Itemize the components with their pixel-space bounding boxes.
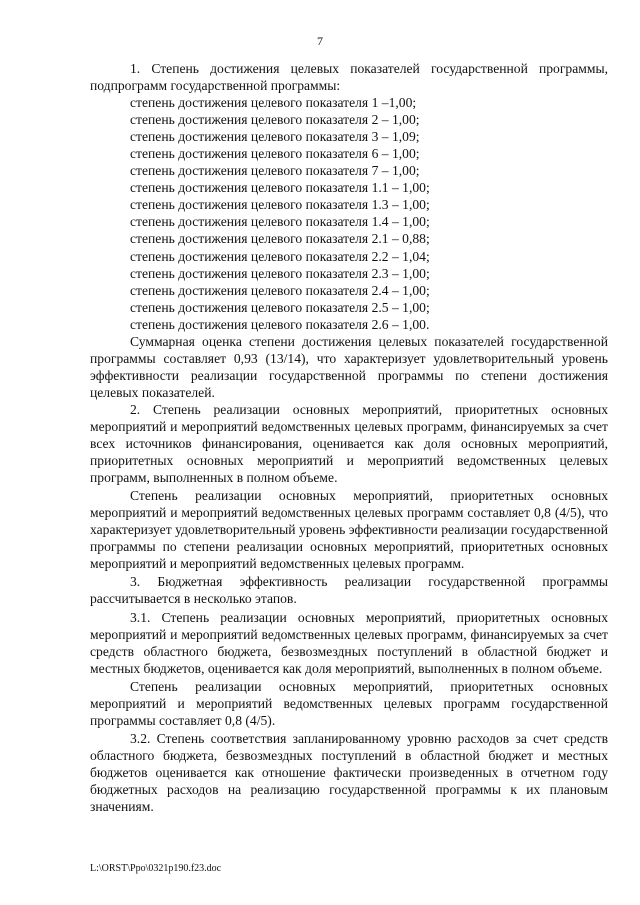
indicator-item: степень достижения целевого показателя 2.4 – 1,00; xyxy=(130,282,430,298)
section-2-paragraph: 2. Степень реализации основных мероприятий, приоритетных основных мероприятий и мероприятий ведомственных целевых программ, финансируемых за счет всех источников финансирования, оценивается как доля основных мероприятий, приоритетных основных мероприятий и мероприятий ведомственных целевых программ, выполненных в полном объеме. xyxy=(90,401,608,486)
indicator-item: степень достижения целевого показателя 1.3 – 1,00; xyxy=(130,197,430,213)
indicator-list xyxy=(90,94,608,333)
indicator-item: степень достижения целевого показателя 2.1 – 0,88; xyxy=(130,231,430,247)
indicator-item: степень достижения целевого показателя 2 – 1,00; xyxy=(130,112,420,128)
indicator-item: степень достижения целевого показателя 1.4 – 1,00; xyxy=(130,214,430,230)
indicator-item: степень достижения целевого показателя 1 –1,00; xyxy=(130,95,417,111)
intro-paragraph: 1. Степень достижения целевых показателей государственной программы, подпрограмм государственной программы: xyxy=(90,61,608,94)
section-3-1-paragraph: 3.1. Степень реализации основных мероприятий, приоритетных основных мероприятий и мероприятий ведомственных целевых программ, финансируемых за счет средств областного бюджета, безвозмездных поступлений в областной бюджет и местных бюджетов, оценивается как доля мероприятий, выполненных в полном объеме. xyxy=(90,609,608,676)
indicator-item: степень достижения целевого показателя 6 – 1,00; xyxy=(130,146,420,162)
indicator-item: степень достижения целевого показателя 2.3 – 1,00; xyxy=(130,265,430,281)
indicator-item: степень достижения целевого показателя 2.6 – 1,00. xyxy=(130,316,430,332)
section-3-1-result-paragraph: Степень реализации основных мероприятий, приоритетных основных мероприятий и мероприятий ведомственных целевых программ государственной программы составляет 0,8 (4/5). xyxy=(90,678,608,728)
indicator-item: степень достижения целевого показателя 3 – 1,09; xyxy=(130,129,420,145)
indicator-item: степень достижения целевого показателя 7 – 1,00; xyxy=(130,163,420,179)
file-path-footer: L:\ORST\Ppo\0321p190.f23.doc xyxy=(90,863,222,874)
section-2-result-paragraph: Степень реализации основных мероприятий, приоритетных основных мероприятий и мероприятий ведомственных целевых программ составляет 0,8 (4/5), что характеризует удовлетворительный уровень эффективности реализации государственной программы по степени реализации основных мероприятий, приоритетных основных мероприятий и мероприятий ведомственных целевых программ. xyxy=(90,488,608,572)
indicator-item: степень достижения целевого показателя 2.5 – 1,00; xyxy=(130,299,430,315)
summary-paragraph: Суммарная оценка степени достижения целевых показателей государственной программы составляет 0,93 (13/14), что характеризует удовлетворительный уровень эффективности реализации государственной программы по степени достижения целевых показателей. xyxy=(90,333,608,400)
indicator-item: степень достижения целевого показателя 1.1 – 1,00; xyxy=(130,180,430,196)
section-3-paragraph: 3. Бюджетная эффективность реализации государственной программы рассчитывается в несколько этапов. xyxy=(90,574,608,607)
section-3-2-paragraph: 3.2. Степень соответствия запланированному уровню расходов за счет средств областного бюджета, безвозмездных поступлений в областной бюджет и местных бюджетов оценивается как отношение фактически произведенных в отчетном году бюджетных расходов на реализацию государственной программы к их плановым значениям. xyxy=(90,730,608,815)
document-body xyxy=(90,60,608,815)
page-number: 7 xyxy=(317,34,323,48)
indicator-item: степень достижения целевого показателя 2.2 – 1,04; xyxy=(130,248,430,264)
